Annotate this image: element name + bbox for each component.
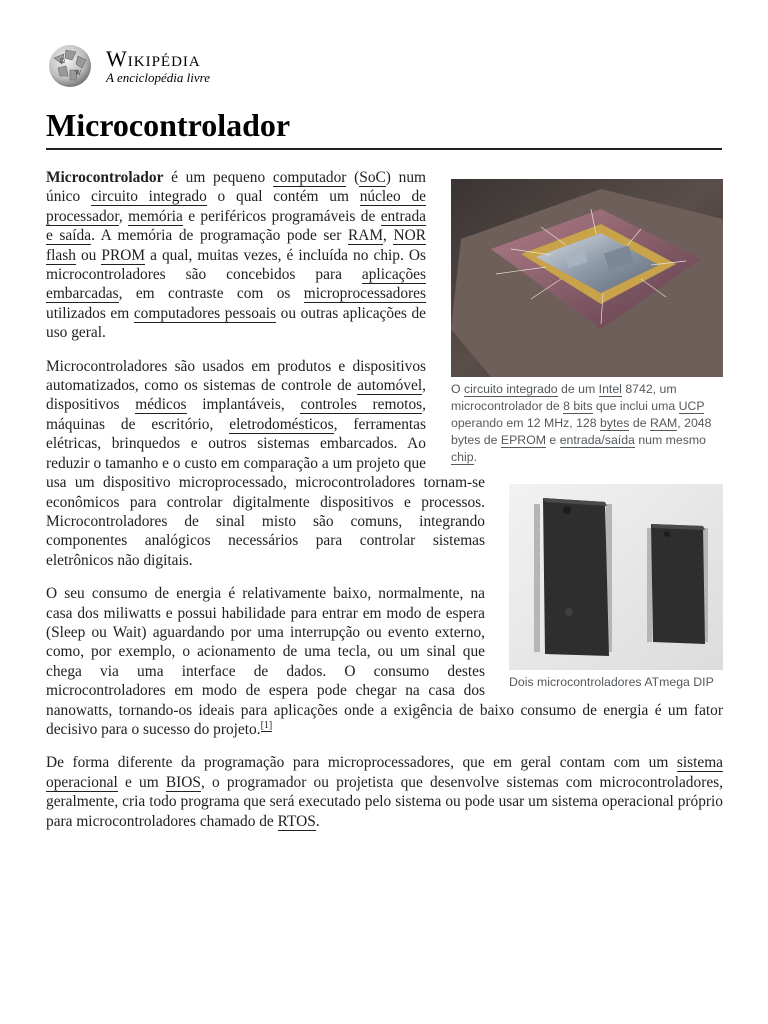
- figure-intel-8742-caption: O circuito integrado de um Intel 8742, um microcontrolador de 8 bits que inclui uma UCP operando em 12 MHz, 128 bytes de RAM, 2048 bytes de EPROM e entrada/saída num mesmo chip.: [451, 382, 712, 464]
- figure-intel-8742: [451, 179, 723, 466]
- term-bold: Microcontrolador: [46, 169, 164, 186]
- svg-text:W: W: [75, 70, 82, 77]
- site-wordmark[interactable]: Wikipédia: [106, 46, 201, 71]
- caption-link-8-bits[interactable]: 8 bits: [563, 399, 593, 413]
- link-microprocessadores[interactable]: microprocessadores: [303, 285, 426, 303]
- link-computadores-pessoais[interactable]: computadores pessoais: [133, 304, 277, 322]
- link-automovel[interactable]: automóvel: [357, 377, 423, 395]
- figure-atmega-dip: [509, 484, 723, 691]
- link-nucleo-de-processador[interactable]: núcleo de processador: [46, 188, 426, 225]
- link-memoria[interactable]: memória: [128, 207, 183, 225]
- atmega-small-chip: [647, 524, 708, 644]
- caption-link-bytes[interactable]: bytes: [600, 416, 630, 430]
- link-ram[interactable]: RAM: [347, 227, 384, 245]
- site-tagline: A enciclopédia livre: [106, 70, 210, 85]
- paragraph-1: Microcontrolador é um pequeno computador (SoC) num único circuito integrado o qual contém um núcleo de processador, memória e periféricos programáveis de entrada e saída. A memória de programação pode ser RAM, NOR flash ou PROM a qual, muitas vezes, é incluída no chip. Os microcontroladores são concebidos para aplicações embarcadas, em contraste com os microprocessadores utilizados em computadores pessoais ou outras aplicações de uso geral.: [46, 169, 427, 342]
- caption-link-ram[interactable]: RAM: [649, 416, 678, 430]
- caption-link-entrada-saida[interactable]: entrada/saída: [559, 433, 635, 447]
- paragraph-4: De forma diferente da programação para microprocessadores, que em geral contam com um sistema operacional e um BIOS, o programador ou projetista que desenvolve sistemas com microcontroladores, geralmente, cria todo programa que será executado pelo sistema ou pode usar um sistema operacional próprio para microcontroladores chamado de RTOS.: [46, 754, 723, 830]
- paragraph-3: O seu consumo de energia é relativamente baixo, normalmente, na casa dos miliwatts e possui habilidade para entrar em modo de espera (Sleep ou Wait) aguardando por uma interrupção ou evento externo, como, por exemplo, o acionamento de uma tecla, ou um sinal que chega via uma interface de dados. O consumo destes microcontroladores em modo de espera pode chegar na casa dos nanowatts, tornando-os ideais para aplicações onde a exigência de baixo consumo de energia é um fator decisivo para o sucesso do projeto.[1]: [46, 585, 723, 738]
- link-nor-flash[interactable]: NOR flash: [46, 227, 426, 264]
- figure-atmega-caption: Dois microcontroladores ATmega DIP: [509, 675, 714, 689]
- link-entrada-e-saida[interactable]: entrada e saída: [46, 207, 426, 245]
- paragraph-2: Microcontroladores são usados em produtos e dispositivos automatizados, como os sistemas de controle de automóvel, dispositivos médicos implantáveis, controles remotos, máquinas de escritório, eletrodomésticos, ferramentas elétricas, brinquedos e outros sistemas embarcados. Ao reduzir o tamanho e o custo em comparação a um projeto que usa um dispositivo microprocessado, microcontroladores tornam-se econômicos para controlar digitalmente dispositivos e processos. Microcontroladores de sinal misto são comuns, integrando componentes analógicos necessários para controlar sistemas eletrônicos não digitais.: [46, 357, 485, 569]
- link-eletrodomesticos[interactable]: eletrodomésticos: [229, 415, 334, 433]
- atmega-large-chip: [534, 498, 612, 656]
- article-body: [46, 168, 723, 845]
- link-circuito-integrado[interactable]: circuito integrado: [90, 188, 207, 206]
- caption-link-chip[interactable]: chip: [451, 450, 474, 464]
- reference-link-1[interactable]: [1]: [260, 719, 273, 731]
- caption-link-intel[interactable]: Intel: [598, 382, 622, 396]
- wikipedia-globe-icon[interactable]: [46, 44, 94, 88]
- link-controles-remotos[interactable]: controles remotos: [300, 396, 423, 414]
- caption-link-eprom[interactable]: EPROM: [500, 433, 546, 447]
- intel-8742-die-photo[interactable]: [451, 179, 723, 377]
- svg-text:Ω: Ω: [60, 58, 65, 65]
- link-sistema-operacional[interactable]: sistema operacional: [46, 754, 723, 791]
- link-soc[interactable]: SoC: [359, 169, 386, 186]
- page-title: Microcontrolador: [46, 106, 722, 150]
- link-rtos[interactable]: RTOS: [277, 812, 316, 830]
- link-computador[interactable]: computador: [272, 169, 347, 186]
- link-aplicacoes-embarcadas[interactable]: aplicações embarcadas: [46, 266, 426, 303]
- atmega-dip-photo[interactable]: [509, 484, 723, 670]
- link-medicos[interactable]: médicos: [135, 396, 187, 414]
- link-bios[interactable]: BIOS: [165, 773, 201, 791]
- caption-link-ucp[interactable]: UCP: [678, 399, 705, 413]
- link-prom[interactable]: PROM: [101, 246, 146, 264]
- caption-link-circuito-integrado[interactable]: circuito integrado: [463, 382, 558, 396]
- site-header: [46, 44, 346, 90]
